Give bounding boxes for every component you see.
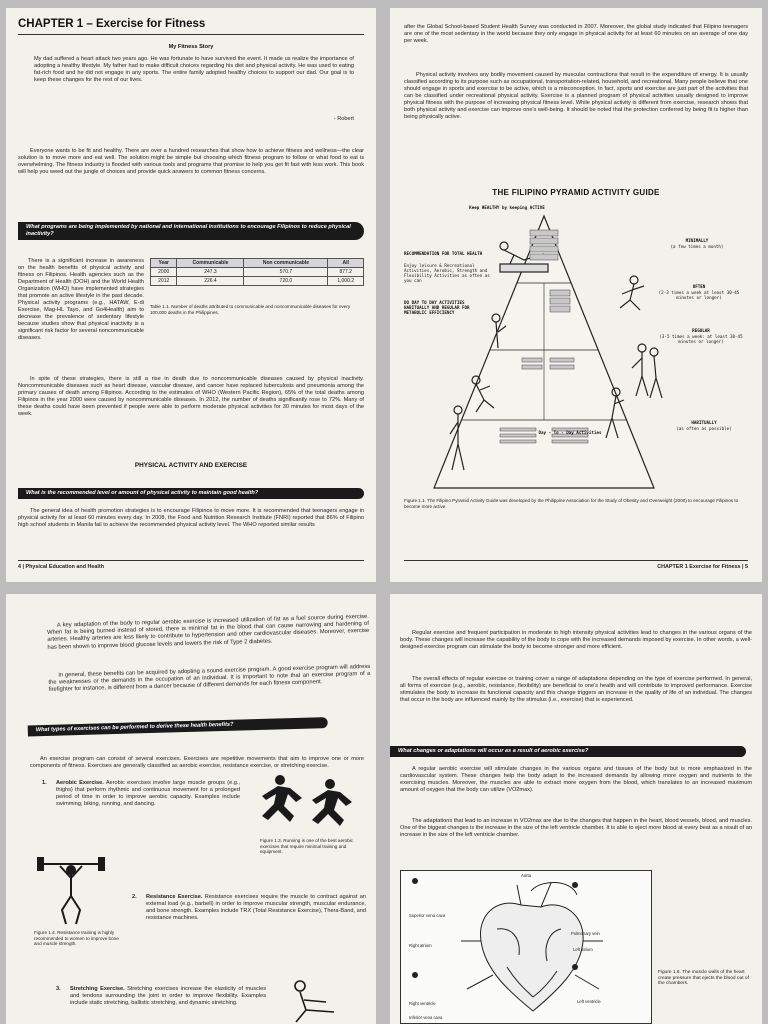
resistance-item — [146, 894, 366, 922]
question-bar: What changes or adaptations will occur as a result of aerobic exercise? — [390, 746, 746, 757]
heart-label: Right atrium — [409, 943, 432, 948]
table-cell: 2000 — [151, 268, 177, 277]
heart-label: Left atrium — [573, 947, 593, 952]
deaths-table — [150, 258, 364, 286]
aerobic-item — [56, 780, 240, 808]
paragraph-1: Regular exercise and frequent participation in moderate to high intensity physical activities lead to changes in the various organs of the body. These changes will increase the capability of the body to cope with the increased demands imposed by exercise. In other words, a well-designed exercise program can stimulate the body to become stronger and more efficient. — [400, 630, 752, 650]
figure-1-3-caption: Figure 1.3. Running is one of the best aerobic exercises that require minimal training and equipment. — [260, 838, 353, 855]
figure-1-4-caption: Figure 1.4. Resistance training is highly recommended to women to improve bone and muscle strength. — [34, 930, 119, 947]
figure-caption: Figure 1.1. The Filipino Pyramid Activity Guide was developed by the Philippine Association for the Study of Obesity and Overweight (2000) to encourage Filipinos to become more active. — [404, 498, 739, 509]
chapter-title: CHAPTER 1 – Exercise for Fitness — [18, 18, 206, 30]
aerobic-title: Aerobic Exercise. — [56, 780, 104, 786]
table-cell: 226.4 — [177, 277, 244, 286]
intro-text: Everyone wants to be fit and healthy. There are over a hundred researches that show how to achieve fitness and wellness—the clear solution is to move more and eat well. The solution might be simple but choosing which fitness program to follow or what food to eat is overwhelming. The fitness industry is flooded with various tools and programs that promise to help you get fit fast with less work. This book will help you weed out the jungle of choices and provide quick answers to common fitness concerns. — [18, 148, 364, 175]
page-footer: CHAPTER 1 Exercise for Fitness | 5 — [657, 564, 748, 570]
table-caption: Table 1.1. Number of deaths attributed to communicable and noncommunicable diseases for every 100,000 deaths in the Philippines. — [150, 304, 351, 315]
pyramid-subtitle: Keep HEALTHY by keeping ACTIVE — [469, 205, 545, 210]
story-text: My dad suffered a heart attack two years ago. He was fortunate to have survived the event. It made us realize the importance of adopting a healthy lifestyle. My father had to make difficult choices regarding his diet and physical activity. He was used to eating fat-rich food and he did not engage in any sports. The entire family adopted healthy choices to support our dad. Our goal is to keep these changes for the rest of our lives. — [34, 56, 354, 83]
often-label: OFTEN — [692, 284, 706, 289]
stretching-title: Stretching Exercise. — [70, 986, 125, 992]
heart-label: Right ventricle — [409, 1001, 436, 1006]
table-cell: 2012 — [151, 277, 177, 286]
paragraph-1: after the Global School-based Student Health Survey was conducted in 2007. Moreover, the global study indicated that Filipino teenagers are one of the most sedentary in the world because they only engage in physical activity for at least 60 minutes on an average of one day per week. — [404, 24, 748, 44]
paragraph-left: There is a significant increase in awareness on the health benefits of physical activity and fitness on Filipinos. Health agencies such as the Department of Health (DOH) and the World Health Organization (WHO) have implemented strategies that promote an active lifestyle in the past decade. Physical activity programs (e.g., HATAW, E-di Exercise, Mag-HL Tayo, and Go4Health) aim to decrease the prevalence of sedentary lifestyle because studies show that physical inactivity is a significant risk factor for several noncommunicable diseases. — [18, 258, 144, 341]
paragraph-1: A key adaptation of the body to regular aerobic exercise is increased utilization of fat as a fuel source during exercise. When fat is being burned instead of stored, there is minimal fat in the blood that can cause narrowing and hardening of arteries. Healthy arteries are less likely to contribute to hypertension and other cardiovascular diseases. Moreover, exercise has been shown to improve blood glucose levels and lowers the risk of Type 2 diabetes. — [47, 613, 370, 651]
footer-rule — [404, 560, 748, 561]
habitually-label: HABITUALLY — [691, 420, 717, 425]
minimally-sub: (a few times a month) — [670, 244, 724, 249]
question-bar-2: What is the recommended level or amount of physical activity to maintain good health? — [18, 488, 364, 499]
table-cell: 1,000.2 — [328, 277, 364, 286]
running-illustration — [250, 772, 370, 832]
paragraph-2: Physical activity involves any bodily movement caused by muscular contractions that result in the expenditure of energy. It is usually classified according to its purpose such as occupational, transportation-related, household, and recreational. Many people believe that one should engage in sports and exercise to be active, which is a misconception. In fact, sports and exercise are just part of the activities that can be classified under recreational physical activity. Exercise is a planned program of physical activities usually designed to improve physical fitness with the purpose of increasing physical fitness level. While physical activity is different from exercise, research shows that both physical activity and exercise can improve one's well-being. It should be noted that the protection conferred by being fit is higher than being physically active. — [404, 72, 748, 120]
question-bar: What types of exercises can be performed to derive these health benefits? — [28, 717, 328, 736]
table-header: All — [328, 259, 364, 268]
pyramid-base-label: Day - To - Day Activities — [538, 430, 602, 435]
paragraph-3: An exercise program can consist of several exercises. Exercises are repetitive movements that aim to improve one or more components of fitness. Exercises are generally classified as aerobic exercise, resistance exercise, or stretching exercise. — [30, 756, 364, 769]
resistance-text: Resistance exercises require the muscle to contract against an external load (e.g., barbell) in order to improve muscular strength, muscular endurance, and bone strength. Examples include TRX (Total Resistance Exercise), Thera-Band, and resistance machines. — [146, 894, 366, 921]
heart-label: Inferior vena cava — [409, 1015, 443, 1020]
table-cell: 877.2 — [328, 268, 364, 277]
resistance-title: Resistance Exercise. — [146, 894, 203, 900]
divider — [18, 34, 364, 35]
paragraph-2: In spite of these strategies, there is still a rise in death due to noncommunicable diseases caused by physical inactivity. Noncommunicable diseases such as heart disease, vascular disease, and cancer have replaced tuberculosis and pneumonia among the primary causes of death among Filipinos. According to the estimates of WHO (Western Pacific Region), 65% of the total deaths among Filipinos in the year 2000 were caused by noncommunicable diseases. In 2012, the number of deaths significantly rose to 72%. Many of these deaths could have been prevented if people were able to perform moderate physical activities for 30 minutes for most days of the week. — [18, 376, 364, 417]
paragraph-3: The general idea of health promotion strategies is to encourage Filipinos to move more. It is recommended that teenagers engage in physical activity for at least 60 minutes every day. In 2008, the Food and Nutrition Research Institute (FNRI) reported that 86% of Filipino high school students in Manila fail to achieve the recommended physical activity level. The WHO reported similar results — [18, 508, 364, 528]
heart-label: Aorta — [521, 873, 532, 878]
section-heading: PHYSICAL ACTIVITY AND EXERCISE — [134, 462, 248, 469]
heart-label: Pulmonary vein — [571, 931, 600, 936]
page-footer: 4 | Physical Education and Health — [18, 564, 104, 570]
regular-label: REGULAR — [692, 328, 710, 333]
stretching-text: Stretching exercises increase the elasticity of muscles and tendons surrounding the joint in order to improve flexibility. Examples include static stretching, ballistic stretching, and dynamic stretching. — [70, 986, 266, 1006]
page-right-top — [390, 8, 762, 582]
table-header: Communicable — [177, 259, 244, 268]
paragraph-2: In general, these benefits can be acquired by adopting a sound exercise program. A good exercise program will address the weaknesses or the demands in the occupation of an individual. It is important to note that an exercise program of a firefighter for instance, is different from a dancer because of different demands for each fitness component. — [48, 663, 371, 694]
question-bar-1: What programs are being implemented by national and international institutions to encourage Filipinos to reduce physical inactivity? — [18, 222, 364, 240]
footer-rule — [18, 560, 364, 561]
regular-sub: (3-5 times a week: at least 30-45 minutes or longer) — [659, 334, 743, 344]
aerobic-text: Aerobic exercises involve large muscle groups (e.g., thighs) that perform rhythmic and continuous movement for a prolonged period of time in order to improve aerobic capacity. Examples include swimming, biking, running, and dancing. — [56, 780, 241, 807]
page-left-bottom: A key adaptation of the body to regular aerobic exercise is increased utilization of fat as a fuel source during exercise. When fat is being burned instead of stored, there is minimal fat in the blood that can cause narrowing and hardening of arteries. Healthy arteries are less likely to contribute to hypertension and other cardiovascular diseases. Moreover, exercise has been shown to improve blood glucose levels and lowers the risk of Type 2 diabetes. In general, these benefits can be acquired by adopting a sound exercise program. A good exercise program will address the weaknesses or the demands in the occupation of an individual. It is important to note that an exercise program of a firefighter for instance, is different from a dancer because of different demands for each fitness component. What types of exercises can be performed to derive these health benefits? An exercise program can consist of several exercises. Exercises are repetitive movements that aim to improve one or more components of fitness. Exercises are generally classified as aerobic exercise, resistance exercise, or stretching exercise. Aerobic Exercise. Aerobic exercises involve large muscle groups (e.g., thighs) that perform rhythmic and continuous movement for a prolonged period of time in order to improve aerobic capacity. Examples include swimming, biking, running, and dancing. 1. Figure 1.3. Running is one of the best aerobic exercises that require minimal training and equipment. Figure 1.4. Resistance training is highly recommended to women to improve bone and muscle strength. 2. Resistance Exercise. Resistance exercises require the muscle to contract against an external load (e.g., barbell) in order to improve muscular strength, muscular endurance, and bone strength. Examples include TRX (Total Resistance Exercise), Thera-Band, and resistance machines. 3. Stretching Exercise. Stretching exercises increase the elasticity of muscles and tendons surrounding the joint in order to improve flexibility. Examples include static stretching, ballistic stretching, and dynamic stretching. — [6, 594, 376, 1024]
paragraph-3: A regular aerobic exercise will stimulate changes in the various organs and tissues of the body but is more emphasized in the cardiovascular system. These changes help the body adapt to the increased demands by allowing more oxygen and nutrients to the exercising muscles. Moreover, the muscles are able to extract more oxygen from the blood, which translates to an increased maximum amount of oxygen that the body can utilize (VO2max). — [400, 766, 752, 793]
table-header: Year — [151, 259, 177, 268]
story-title: My Fitness Story — [168, 44, 214, 50]
table-cell: 570.7 — [244, 268, 328, 277]
heart-diagram — [400, 870, 652, 1024]
heart-label: Superior vena cava — [409, 913, 446, 918]
habitually-sub: (as often as possible) — [676, 426, 732, 431]
often-sub: (2-3 times a week at least 30-45 minutes or longer) — [658, 290, 740, 300]
figure-1-6-caption: Figure 1.6. The muscle walls of the heart create pressure that ejects the blood out of the chambers. — [658, 970, 749, 987]
table-cell: 247.3 — [177, 268, 244, 277]
story-author: - Robert — [333, 116, 354, 122]
resistance-illustration — [36, 854, 106, 926]
pyramid-title: THE FILIPINO PYRAMID ACTIVITY GUIDE — [492, 188, 660, 197]
rec-sub: Enjoy leisure & Recreational Activities, Aerobic, Strength and Flexibility Activities as often as you can — [404, 263, 490, 283]
paragraph-2: The overall effects of regular exercise or training cover a range of adaptations depending on the type of exercise performed. In general, all forms of exercise (e.g., aerobic, resistance, flexibility) are beneficial to one's health and will contribute to improved performance. Exercise stimulates the body to increase its functional capacity and this change triggers an increase in the quality of life of an individual. The changes that occur in the body are influenced mainly by the stimulus (i.e., exercise) that is experienced. — [400, 676, 752, 703]
stretching-illustration — [276, 976, 356, 1024]
paragraph-4: The adaptations that lead to an increase in VO2max are due to the changes that happen in the heart, blood vessels, blood, and muscles. One of the biggest changes is the increase in the size of the left ventricle chamber. It is able to eject more blood at every beat as a result of an increase in the size of the left ventricle chamber. — [400, 818, 752, 838]
page-right-bottom — [390, 594, 762, 1024]
minimally-label: MINIMALLY — [685, 238, 709, 243]
stretching-item — [70, 986, 266, 1007]
table-row — [151, 268, 364, 277]
table-cell: 720.0 — [244, 277, 328, 286]
table-row — [151, 277, 364, 286]
page-left-top — [6, 8, 376, 582]
daily-heading: DO DAY TO DAY ACTIVITIES HABITUALLY AND REGULAR FOR METABOLIC EFFICIENCY — [404, 300, 470, 315]
rec-heading: RECOMMENDATION FOR TOTAL HEALTH — [404, 251, 483, 256]
table-header: Non communicable — [244, 259, 328, 268]
heart-label: Left ventricle — [577, 999, 601, 1004]
